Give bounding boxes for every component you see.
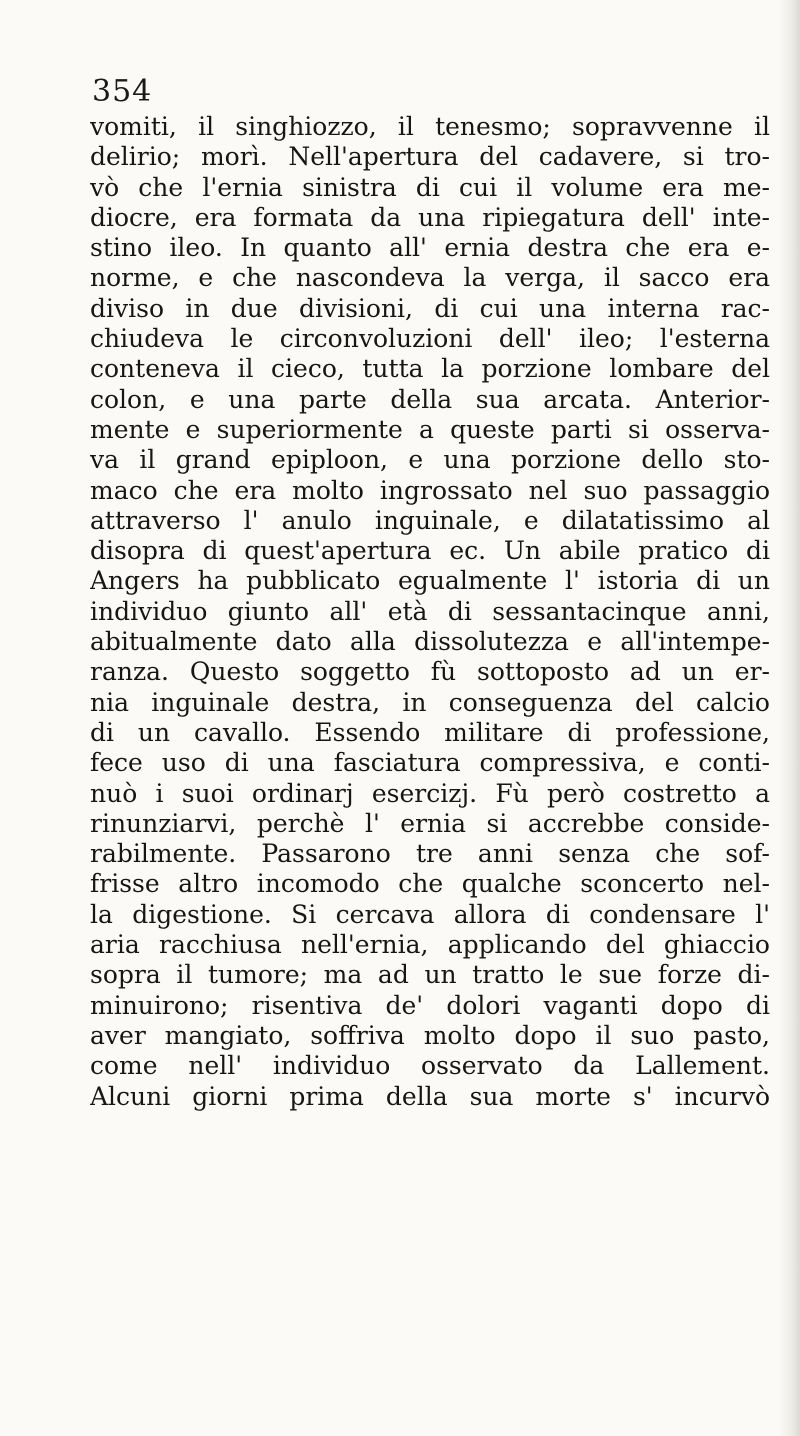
text-line: minuirono; risentiva de' dolori vaganti dopo di <box>90 990 770 1020</box>
text-line: di un cavallo. Essendo militare di professione, <box>90 717 770 747</box>
text-line: norme, e che nascondeva la verga, il sacco era <box>90 263 770 293</box>
text-line: Alcuni giorni prima della sua morte s' incurvò <box>90 1081 770 1111</box>
text-line: vò che l'ernia sinistra di cui il volume era me- <box>90 172 770 202</box>
text-line: nia inguinale destra, in conseguenza del calcio <box>90 687 770 717</box>
text-line: diocre, era formata da una ripiegatura dell' inte- <box>90 202 770 232</box>
body-text <box>90 112 770 1112</box>
text-line: aver mangiato, soffriva molto dopo il suo pasto, <box>90 1020 770 1050</box>
text-line: nuò i suoi ordinarj esercizj. Fù però costretto a <box>90 778 770 808</box>
text-line: individuo giunto all' età di sessantacinque anni, <box>90 596 770 626</box>
text-line: chiudeva le circonvoluzioni dell' ileo; l'esterna <box>90 324 770 354</box>
text-line: sopra il tumore; ma ad un tratto le sue forze di- <box>90 960 770 990</box>
text-line: come nell' individuo osservato da Lallement. <box>90 1051 770 1081</box>
text-line: vomiti, il singhiozzo, il tenesmo; sopravvenne il <box>90 112 770 141</box>
text-line: abitualmente dato alla dissolutezza e all'intempe- <box>90 627 770 657</box>
page-number: 354 <box>92 74 153 109</box>
text-line: ranza. Questo soggetto fù sottoposto ad un er- <box>90 657 770 687</box>
text-line: Angers ha pubblicato egualmente l' istoria di un <box>90 566 770 596</box>
text-line: colon, e una parte della sua arcata. Anterior- <box>90 384 770 414</box>
text-line: maco che era molto ingrossato nel suo passaggio <box>90 475 770 505</box>
text-line: fece uso di una fasciatura compressiva, e conti- <box>90 748 770 778</box>
page-edge-shadow <box>778 0 800 1436</box>
text-line: aria racchiusa nell'ernia, applicando del ghiaccio <box>90 930 770 960</box>
text-line: rinunziarvi, perchè l' ernia si accrebbe conside- <box>90 808 770 838</box>
text-line: disopra di quest'apertura ec. Un abile pratico di <box>90 536 770 566</box>
text-line: la digestione. Si cercava allora di condensare l' <box>90 899 770 929</box>
text-line: va il grand epiploon, e una porzione dello sto- <box>90 445 770 475</box>
text-line: stino ileo. In quanto all' ernia destra che era e- <box>90 233 770 263</box>
text-line: attraverso l' anulo inguinale, e dilatatissimo al <box>90 505 770 535</box>
text-line: rabilmente. Passarono tre anni senza che sof- <box>90 839 770 869</box>
text-line: frisse altro incomodo che qualche sconcerto nel- <box>90 869 770 899</box>
text-line: delirio; morì. Nell'apertura del cadavere, si tro- <box>90 142 770 172</box>
text-line: diviso in due divisioni, di cui una interna rac- <box>90 293 770 323</box>
text-line: mente e superiormente a queste parti si osserva- <box>90 414 770 444</box>
text-line: conteneva il cieco, tutta la porzione lombare del <box>90 354 770 384</box>
